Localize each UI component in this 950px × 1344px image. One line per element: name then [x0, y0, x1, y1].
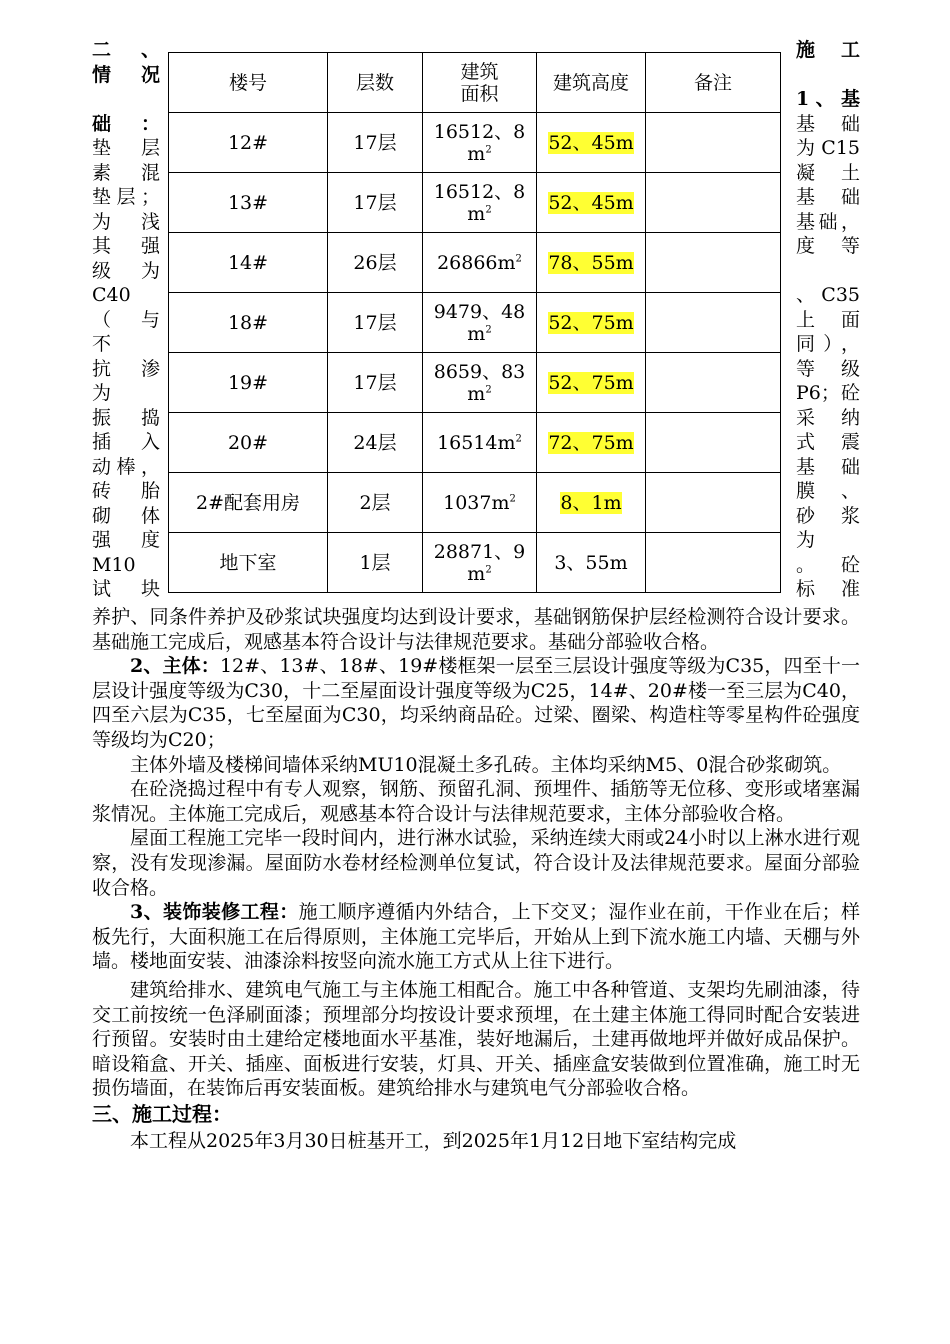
left-column-line: 动棒， — [92, 455, 160, 478]
cell-building-no: 12# — [169, 113, 328, 173]
cell-note — [646, 473, 781, 533]
cell-height — [537, 293, 646, 353]
height-value: 8、1m — [560, 491, 622, 514]
cell-note — [646, 233, 781, 293]
right-column-line: 施工 — [796, 39, 860, 61]
left-column-line: 试块 — [92, 578, 160, 600]
left-column-line: 不 — [92, 333, 112, 355]
left-column-line: 级为 — [92, 259, 160, 282]
left-column-line: 其强 — [92, 235, 160, 257]
left-column-line: 砖胎 — [92, 480, 160, 502]
right-column-line: 膜、 — [796, 480, 860, 502]
table-row — [169, 233, 781, 293]
cell-area: 28871、$9m^2$ — [423, 533, 537, 593]
cell-note — [646, 353, 781, 413]
paragraph-walls: 主体外墙及楼梯间墙体采纳MU10混凝土多孔砖。主体均采纳M5、0混合砂浆砌筑。 — [130, 753, 842, 776]
right-column-line: 。砼 — [796, 553, 860, 576]
cell-building-no: 2#配套用房 — [169, 473, 328, 533]
right-column-line: 为 — [796, 529, 816, 551]
cell-height — [537, 113, 646, 173]
paragraph-text: 12#、13#、18#、19#楼框架一层至三层设计强度等级为C35，四至十一层设计强度等级为C30，十二至屋面设计强度等级为C25，14#、20#楼一至三层为C40，四至六层为C35，七至屋面为C30，均采纳商品砼。过梁、圈梁、构造柱等零星构件砼强度等级均为C20； — [92, 655, 860, 751]
cell-area: $16514m^2$ — [423, 413, 537, 473]
left-column-line: C40 — [92, 284, 131, 306]
cell-note — [646, 533, 781, 593]
paragraph-foundation-tail: 养护、同条件养护及砂浆试块强度均达到设计要求，基础钢筋保护层经检测符合设计要求。基础施工完成后，观感基本符合设计与法律规范要求。基础分部验收合格。 — [92, 606, 860, 653]
left-column-line: 情况 — [92, 63, 160, 86]
paragraph-mep: 建筑给排水、建筑电气施工与主体施工相配合。施工中各种管道、支架均先刷油漆，待交工前按统一色泽刷面漆；预埋部分均按设计要求预埋，在土建主体施工得同时配合安装进行预留。安装时由土建给定楼地面水平基准，装好地漏后，土建再做地坪并做好成品保护。暗设箱盒、开关、插座、面板进行安装，灯具、开关、插座盒安装做到位置准确，施工时无损伤墙面，在装饰后再安装面板。建筑给排水与建筑电气分部验收合格。 — [92, 978, 860, 1100]
left-column-line: （与 — [92, 308, 160, 331]
cell-area: 9479、$48m^2$ — [423, 293, 537, 353]
table-row — [169, 473, 781, 533]
left-column-line: 为浅 — [92, 210, 160, 233]
table-row — [169, 113, 781, 173]
cell-note — [646, 173, 781, 233]
section-label-main: 2、主体： — [130, 655, 220, 678]
cell-floors: 17层 — [328, 353, 423, 413]
right-column-line: 上面 — [796, 308, 860, 331]
right-column-line: 、C35 — [796, 284, 860, 306]
paragraph-main-structure — [92, 654, 860, 752]
cell-height — [537, 173, 646, 233]
cell-floors: 2层 — [328, 473, 423, 533]
header-note: 备注 — [646, 53, 781, 113]
right-column-line: 凝土 — [796, 161, 860, 184]
cell-area: $1037m^2$ — [423, 473, 537, 533]
left-column-line: 抗渗 — [92, 357, 160, 380]
cell-floors: 24层 — [328, 413, 423, 473]
cell-height — [537, 533, 646, 593]
left-column-line: 振捣 — [92, 406, 160, 429]
height-value: 52、75m — [548, 371, 634, 394]
cell-floors: 17层 — [328, 173, 423, 233]
header-floors: 层数 — [328, 53, 423, 113]
building-info-table — [168, 52, 781, 593]
table-row — [169, 173, 781, 233]
cell-note — [646, 293, 781, 353]
right-column-line: 基础 — [796, 112, 860, 135]
right-column-line — [796, 63, 860, 88]
left-column-line: 垫层； — [92, 186, 160, 208]
paragraph-concrete-pouring: 在砼浇捣过程中有专人观察，钢筋、预留孔洞、预埋件、插筋等无位移、变形或堵塞漏浆情况。主体施工完成后，观感基本符合设计与法律规范要求，主体分部验收合格。 — [92, 778, 860, 825]
right-column-text — [796, 38, 860, 602]
left-column-line: 强度 — [92, 529, 160, 551]
section-label-decoration: 3、装饰装修工程： — [130, 901, 299, 924]
cell-floors: 17层 — [328, 113, 423, 173]
cell-area: 16512、$8m^2$ — [423, 113, 537, 173]
cell-area: 16512、$8m^2$ — [423, 173, 537, 233]
right-column-line: 基础 — [796, 455, 860, 478]
right-column-line: 为C15 — [796, 137, 860, 159]
table-header-row — [169, 53, 781, 113]
right-column-line: 基础， — [796, 210, 860, 233]
cell-building-no: 19# — [169, 353, 328, 413]
cell-building-no: 14# — [169, 233, 328, 293]
table-row — [169, 533, 781, 593]
left-column-line: 插入 — [92, 431, 160, 453]
header-area: 建筑面积 — [423, 53, 537, 113]
cell-area: $26866m^2$ — [423, 233, 537, 293]
paragraph-process: 本工程从2025年3月30日桩基开工，到2025年1月12日地下室结构完成 — [130, 1129, 737, 1152]
header-height: 建筑高度 — [537, 53, 646, 113]
cell-note — [646, 413, 781, 473]
cell-building-no: 地下室 — [169, 533, 328, 593]
right-column-line: 度等 — [796, 235, 860, 257]
cell-building-no: 20# — [169, 413, 328, 473]
cell-building-no: 18# — [169, 293, 328, 353]
left-column-line: M10 — [92, 553, 136, 576]
left-column-line: 二、 — [92, 39, 160, 61]
height-value: 52、45m — [548, 191, 634, 214]
right-column-line: 同）， — [796, 333, 860, 355]
paragraph-decoration — [92, 900, 860, 974]
right-column-line: 砂浆 — [796, 504, 860, 527]
right-column-line: 采纳 — [796, 406, 860, 429]
cell-height — [537, 473, 646, 533]
left-column-text — [92, 38, 160, 602]
right-column-line: 等级 — [796, 357, 860, 380]
cell-height — [537, 353, 646, 413]
left-column-line — [92, 87, 160, 112]
table-row — [169, 293, 781, 353]
right-column-line — [796, 259, 860, 284]
table-row — [169, 413, 781, 473]
height-value: 52、45m — [548, 131, 634, 154]
header-building-no: 楼号 — [169, 53, 328, 113]
cell-floors: 17层 — [328, 293, 423, 353]
right-column-line: 1、基 — [796, 88, 860, 110]
right-column-line: 式震 — [796, 431, 860, 453]
height-value: 52、75m — [548, 311, 634, 334]
right-column-line: 标准 — [796, 578, 860, 600]
left-column-line: 砌体 — [92, 504, 160, 527]
right-column-line: P6；砼 — [796, 382, 860, 404]
cell-height — [537, 233, 646, 293]
cell-floors: 1层 — [328, 533, 423, 593]
cell-area: 8659、$83m^2$ — [423, 353, 537, 413]
paragraph-roof: 屋面工程施工完毕一段时间内，进行淋水试验，采纳连续大雨或24小时以上淋水进行观察，没有发现渗漏。屋面防水卷材经检测单位复试，符合设计及法律规范要求。屋面分部验收合格。 — [92, 827, 860, 899]
left-column-line: 础： — [92, 112, 160, 135]
left-column-line: 为 — [92, 382, 112, 404]
right-column-line: 基础 — [796, 186, 860, 208]
left-column-line: 素混 — [92, 161, 160, 184]
table-row — [169, 353, 781, 413]
body-text — [92, 605, 860, 1153]
height-value: 3、55m — [554, 551, 628, 574]
height-value: 72、75m — [548, 431, 634, 454]
cell-building-no: 13# — [169, 173, 328, 233]
height-value: 78、55m — [548, 251, 634, 274]
cell-floors: 26层 — [328, 233, 423, 293]
cell-note — [646, 113, 781, 173]
left-column-line: 垫层 — [92, 137, 160, 159]
section-heading-process: 三、施工过程： — [92, 1101, 232, 1126]
paragraph-text: 施工顺序遵循内外结合，上下交叉；湿作业在前，干作业在后；样板先行，大面积施工在后得原则，主体施工完毕后，开始从上到下流水施工内墙、天棚与外墙。楼地面安装、油漆涂料按竖向流水施工方式从上往下进行。 — [92, 901, 860, 973]
cell-height — [537, 413, 646, 473]
